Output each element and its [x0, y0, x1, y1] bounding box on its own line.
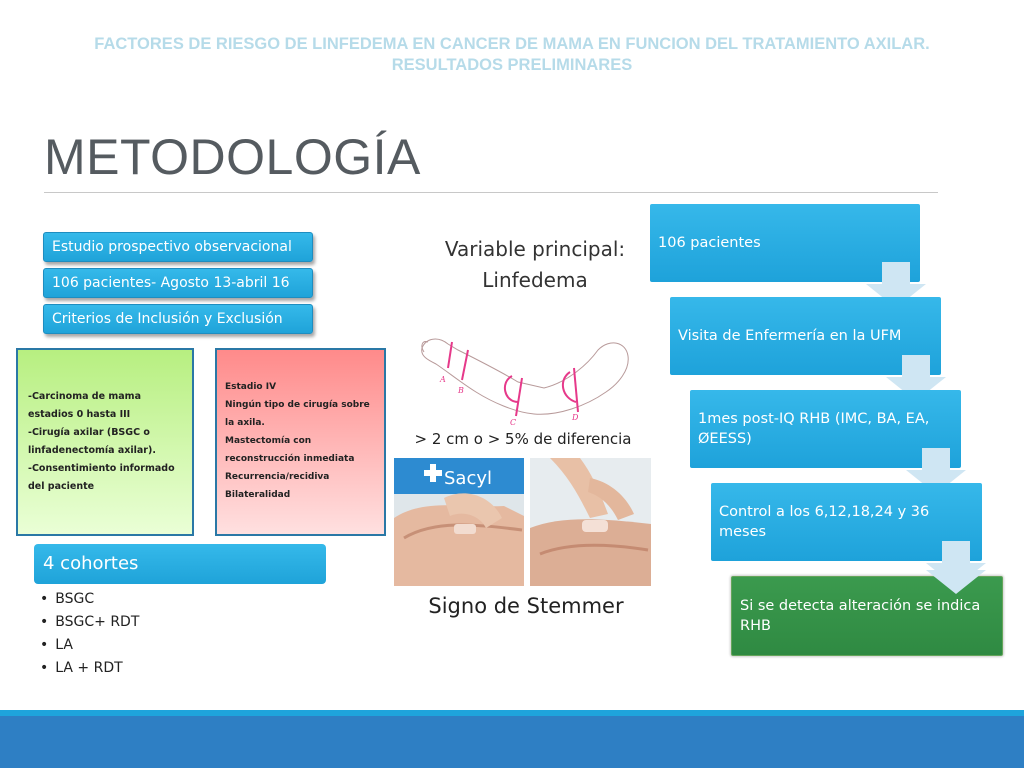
variable-value: Linfedema: [482, 268, 588, 292]
list-item: • LA + RDT: [40, 657, 139, 680]
title-divider: [44, 192, 938, 193]
exclusion-item: Bilateralidad: [225, 490, 291, 500]
header-line-1: FACTORES DE RIESGO DE LINFEDEMA EN CANCER DE MAMA EN FUNCION DEL TRATAMIENTO AXILAR.: [94, 35, 930, 53]
exclusion-item: Estadio IV: [225, 382, 277, 392]
presentation-header: [20, 34, 1004, 76]
difference-criterion: > 2 cm o > 5% de diferencia: [414, 430, 632, 448]
inclusion-item: -Cirugía axilar (BSGC o linfadenectomía axilar).: [28, 427, 156, 456]
stemmer-sign-label: Signo de Stemmer: [428, 594, 624, 618]
inclusion-criteria-card: [16, 348, 194, 536]
flow-step-3: 1mes post-IQ RHB (IMC, BA, EA, ØEESS): [690, 390, 961, 468]
flow-arrow-icon: [926, 548, 986, 594]
flow-step-1: 106 pacientes: [650, 204, 920, 282]
diagram-letter-c: C: [510, 418, 517, 426]
criteria-box: Criterios de Inclusión y Exclusión: [43, 304, 313, 334]
stemmer-photo-right: [530, 458, 651, 586]
exclusion-item: Mastectomía con reconstrucción inmediata Recurrencia/recidiva: [225, 436, 355, 482]
arm-measurement-diagram: [418, 330, 632, 426]
flow-step-5: Si se detecta alteración se indica RHB: [731, 576, 1003, 656]
inclusion-item: -Carcinoma de mama estadios 0 hasta III: [28, 391, 141, 420]
photo-banner-text: Sacyl: [444, 468, 493, 489]
diagram-letter-a: A: [440, 375, 446, 384]
footer-bar: [0, 716, 1024, 768]
diagram-letter-d: D: [572, 413, 579, 422]
variable-label: Variable principal:: [444, 237, 626, 261]
stemmer-photo-left: [394, 458, 524, 586]
exclusion-item: Ningún tipo de cirugía sobre la axila.: [225, 400, 370, 428]
inclusion-item: -Consentimiento informado del paciente: [28, 463, 175, 492]
exclusion-criteria-card: [215, 348, 386, 536]
flow-step-4: Control a los 6,12,18,24 y 36 meses: [711, 483, 982, 561]
cohorts-list: [40, 588, 139, 680]
list-item: • BSGC: [40, 588, 139, 611]
cohorts-header: 4 cohortes: [34, 544, 326, 584]
list-item: • LA: [40, 634, 139, 657]
main-variable-title: [420, 234, 650, 296]
patients-box: 106 pacientes- Agosto 13-abril 16: [43, 268, 313, 298]
study-type-box: Estudio prospectivo observacional: [43, 232, 313, 262]
header-line-2: RESULTADOS PRELIMINARES: [391, 56, 633, 74]
flow-step-2: Visita de Enfermería en la UFM: [670, 297, 941, 375]
diagram-letter-b: B: [458, 386, 464, 395]
list-item: • BSGC+ RDT: [40, 611, 139, 634]
page-title: METODOLOGÍA: [44, 129, 421, 185]
